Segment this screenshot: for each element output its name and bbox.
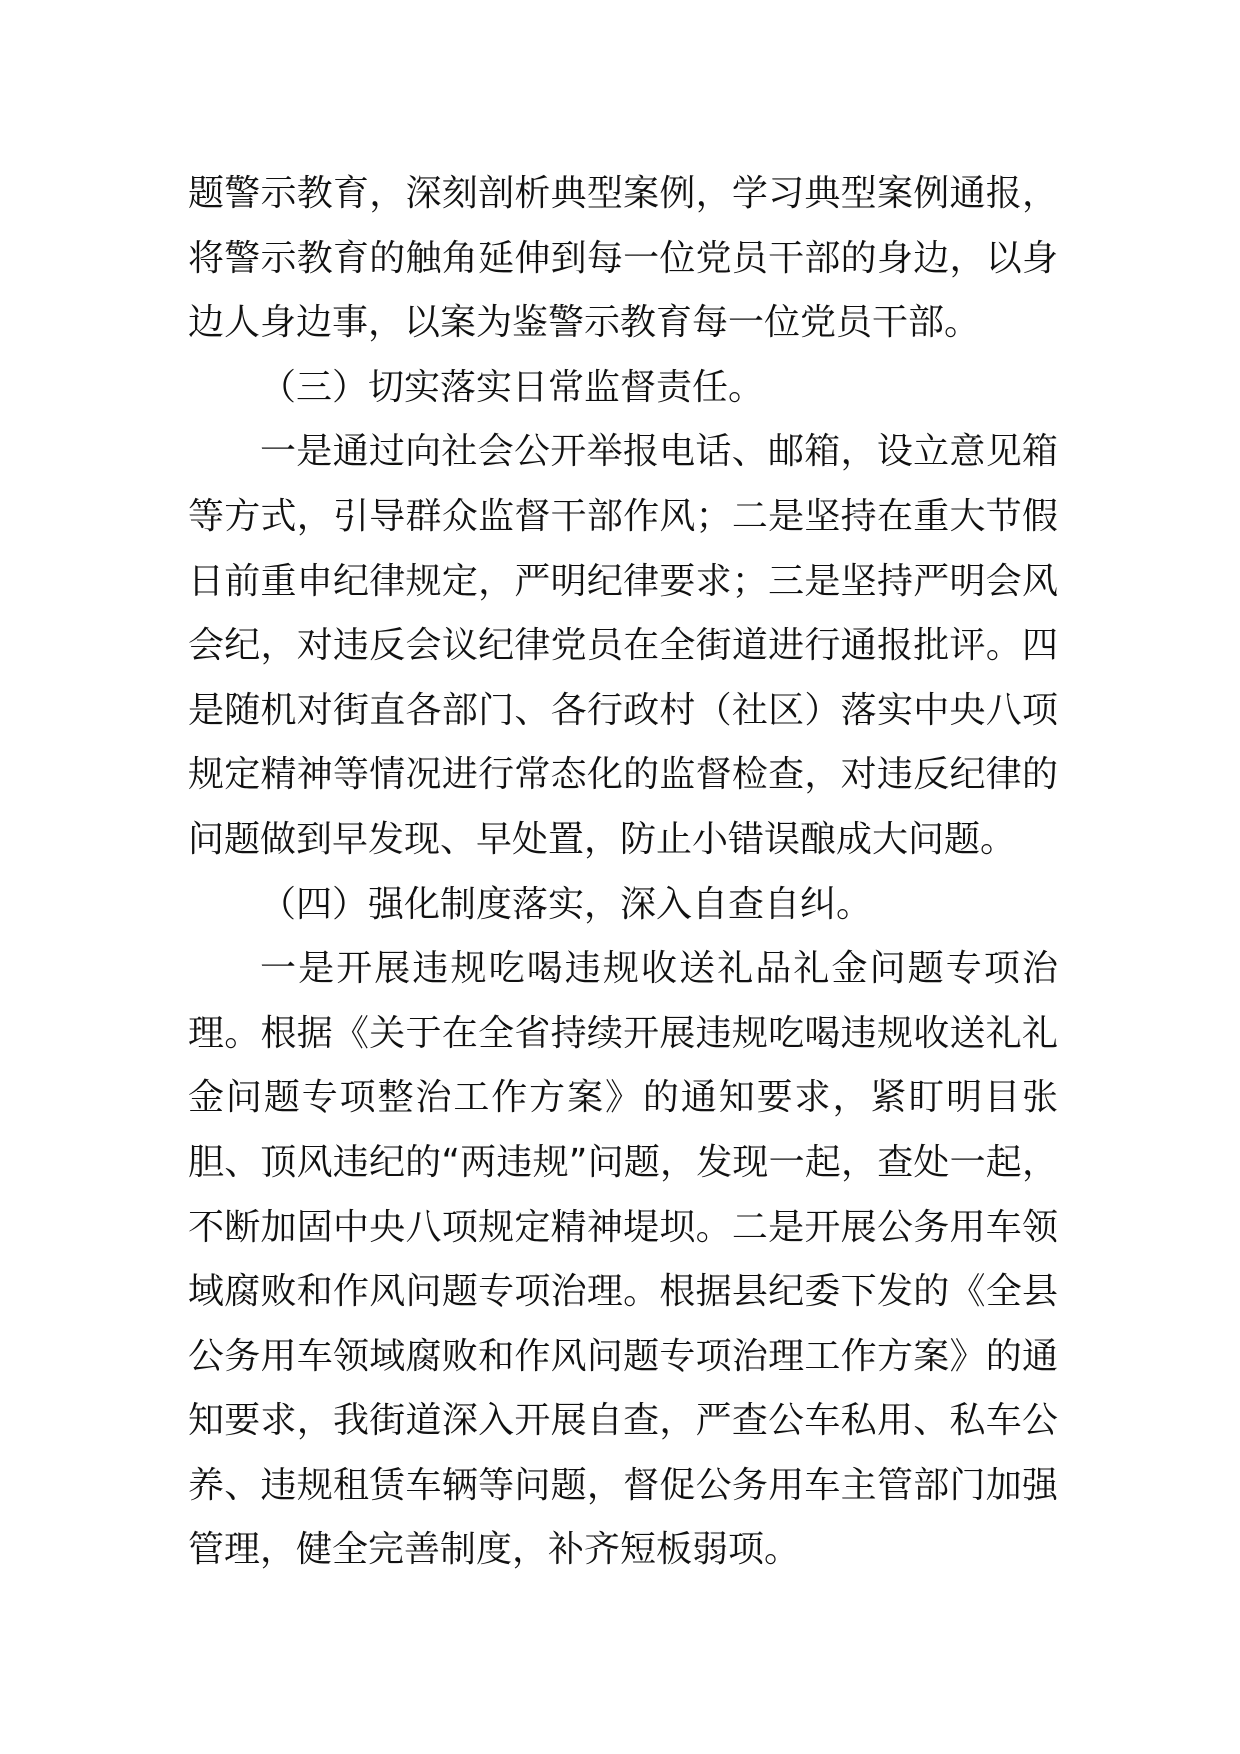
body-text bbox=[188, 162, 1058, 1583]
paragraph-continuation: 题警示教育，深刻剖析典型案例，学习典型案例通报，将警示教育的触角延伸到每一位党员干部的身边，以身边人身边事，以案为鉴警示教育每一位党员干部。 bbox=[188, 173, 1058, 344]
section-heading-3: （三）切实落实日常监督责任。 bbox=[260, 366, 765, 408]
section-heading-4: （四）强化制度落实，深入自查自纠。 bbox=[260, 883, 873, 925]
paragraph-supervision: 一是通过向社会公开举报电话、邮箱，设立意见箱等方式，引导群众监督干部作风；二是坚持在重大节假日前重申纪律规定，严明纪律要求；三是坚持严明会风会纪，对违反会议纪律党员在全街道进行通报批评。四是随机对街直各部门、各行政村（社区）落实中央八项规定精神等情况进行常态化的监督检查，对违反纪律的问题做到早发现、早处置，防止小错误酿成大问题。 bbox=[188, 431, 1058, 860]
paragraph-self-inspection: 一是开展违规吃喝违规收送礼品礼金问题专项治理。根据《关于在全省持续开展违规吃喝违规收送礼礼金问题专项整治工作方案》的通知要求，紧盯明目张胆、顶风违纪的“两违规”问题，发现一起，查处一起，不断加固中央八项规定精神堤坝。二是开展公务用车领域腐败和作风问题专项治理。根据县纪委下发的《全县公务用车领域腐败和作风问题专项治理工作方案》的通知要求，我街道深入开展自查，严查公车私用、私车公养、违规租赁车辆等问题，督促公务用车主管部门加强管理，健全完善制度，补齐短板弱项。 bbox=[188, 948, 1058, 1571]
